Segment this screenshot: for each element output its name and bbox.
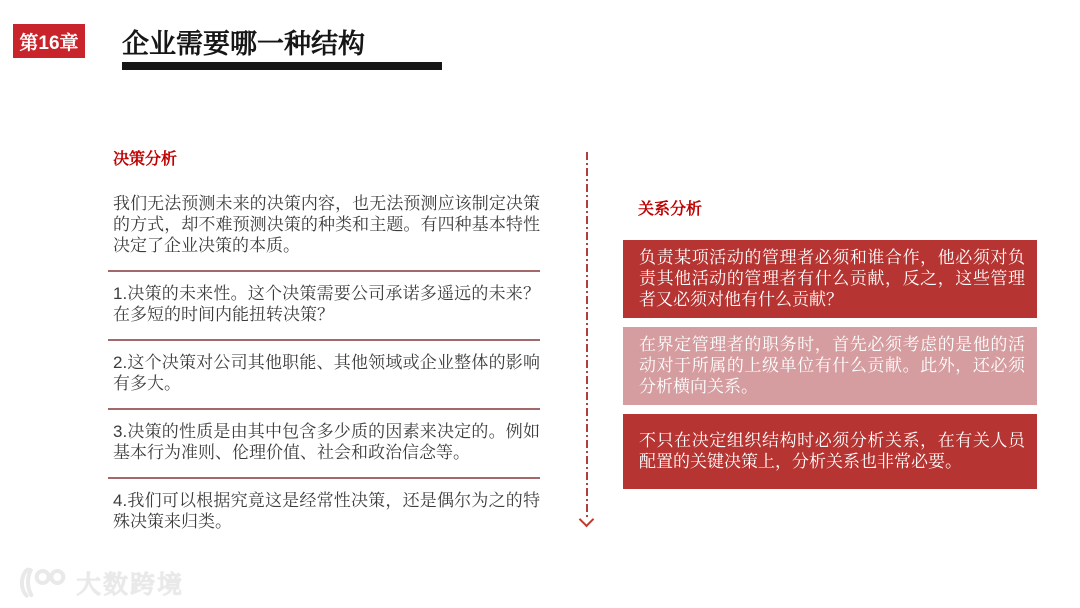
divider: [108, 477, 540, 479]
relationship-box-2: 在界定管理者的职务时，首先必须考虑的是他的活动对于所属的上级单位有什么贡献。此外，还必须分析横向关系。: [623, 327, 1037, 405]
decision-analysis-section: [108, 150, 540, 532]
watermark-logo: [16, 562, 184, 604]
title-underline: [122, 62, 442, 70]
watermark-text: 大数跨境: [76, 571, 185, 599]
logo-100-icon: [16, 565, 68, 601]
divider: [108, 408, 540, 410]
relationship-box-3: 不只在决定组织结构时必须分析关系，在有关人员配置的关键决策上，分析关系也非常必要。: [623, 414, 1037, 489]
relationship-analysis-heading: 关系分析: [638, 201, 703, 218]
decision-item-4: 4.我们可以根据究竟这是经常性决策，还是偶尔为之的特殊决策来归类。: [113, 491, 540, 531]
relationship-analysis-section: [623, 200, 1037, 489]
decision-analysis-heading: 决策分析: [113, 151, 178, 168]
decision-item-3: 3.决策的性质是由其中包含多少质的因素来决定的。例如基本行为准则、伦理价值、社会和政治信念等。: [113, 422, 540, 462]
decision-item-1: 1.决策的未来性。这个决策需要公司承诺多遥远的未来？在多短的时间内能扭转决策？: [113, 284, 540, 324]
chapter-badge: 第16章: [13, 24, 85, 58]
decision-item-2: 2.这个决策对公司其他职能、其他领域或企业整体的影响有多大。: [113, 353, 540, 393]
page-title: 企业需要哪一种结构: [122, 29, 365, 59]
vertical-dashdot-connector: [586, 152, 588, 518]
divider: [108, 270, 540, 272]
divider: [108, 339, 540, 341]
relationship-box-1: 负责某项活动的管理者必须和谁合作，他必须对负责其他活动的管理者有什么贡献，反之，这些管理者又必须对他有什么贡献？: [623, 240, 1037, 318]
decision-intro-paragraph: 我们无法预测未来的决策内容，也无法预测应该制定决策的方式，却不难预测决策的种类和主题。有四种基本特性决定了企业决策的本质。: [113, 194, 540, 255]
arrow-down-icon: [579, 512, 595, 528]
